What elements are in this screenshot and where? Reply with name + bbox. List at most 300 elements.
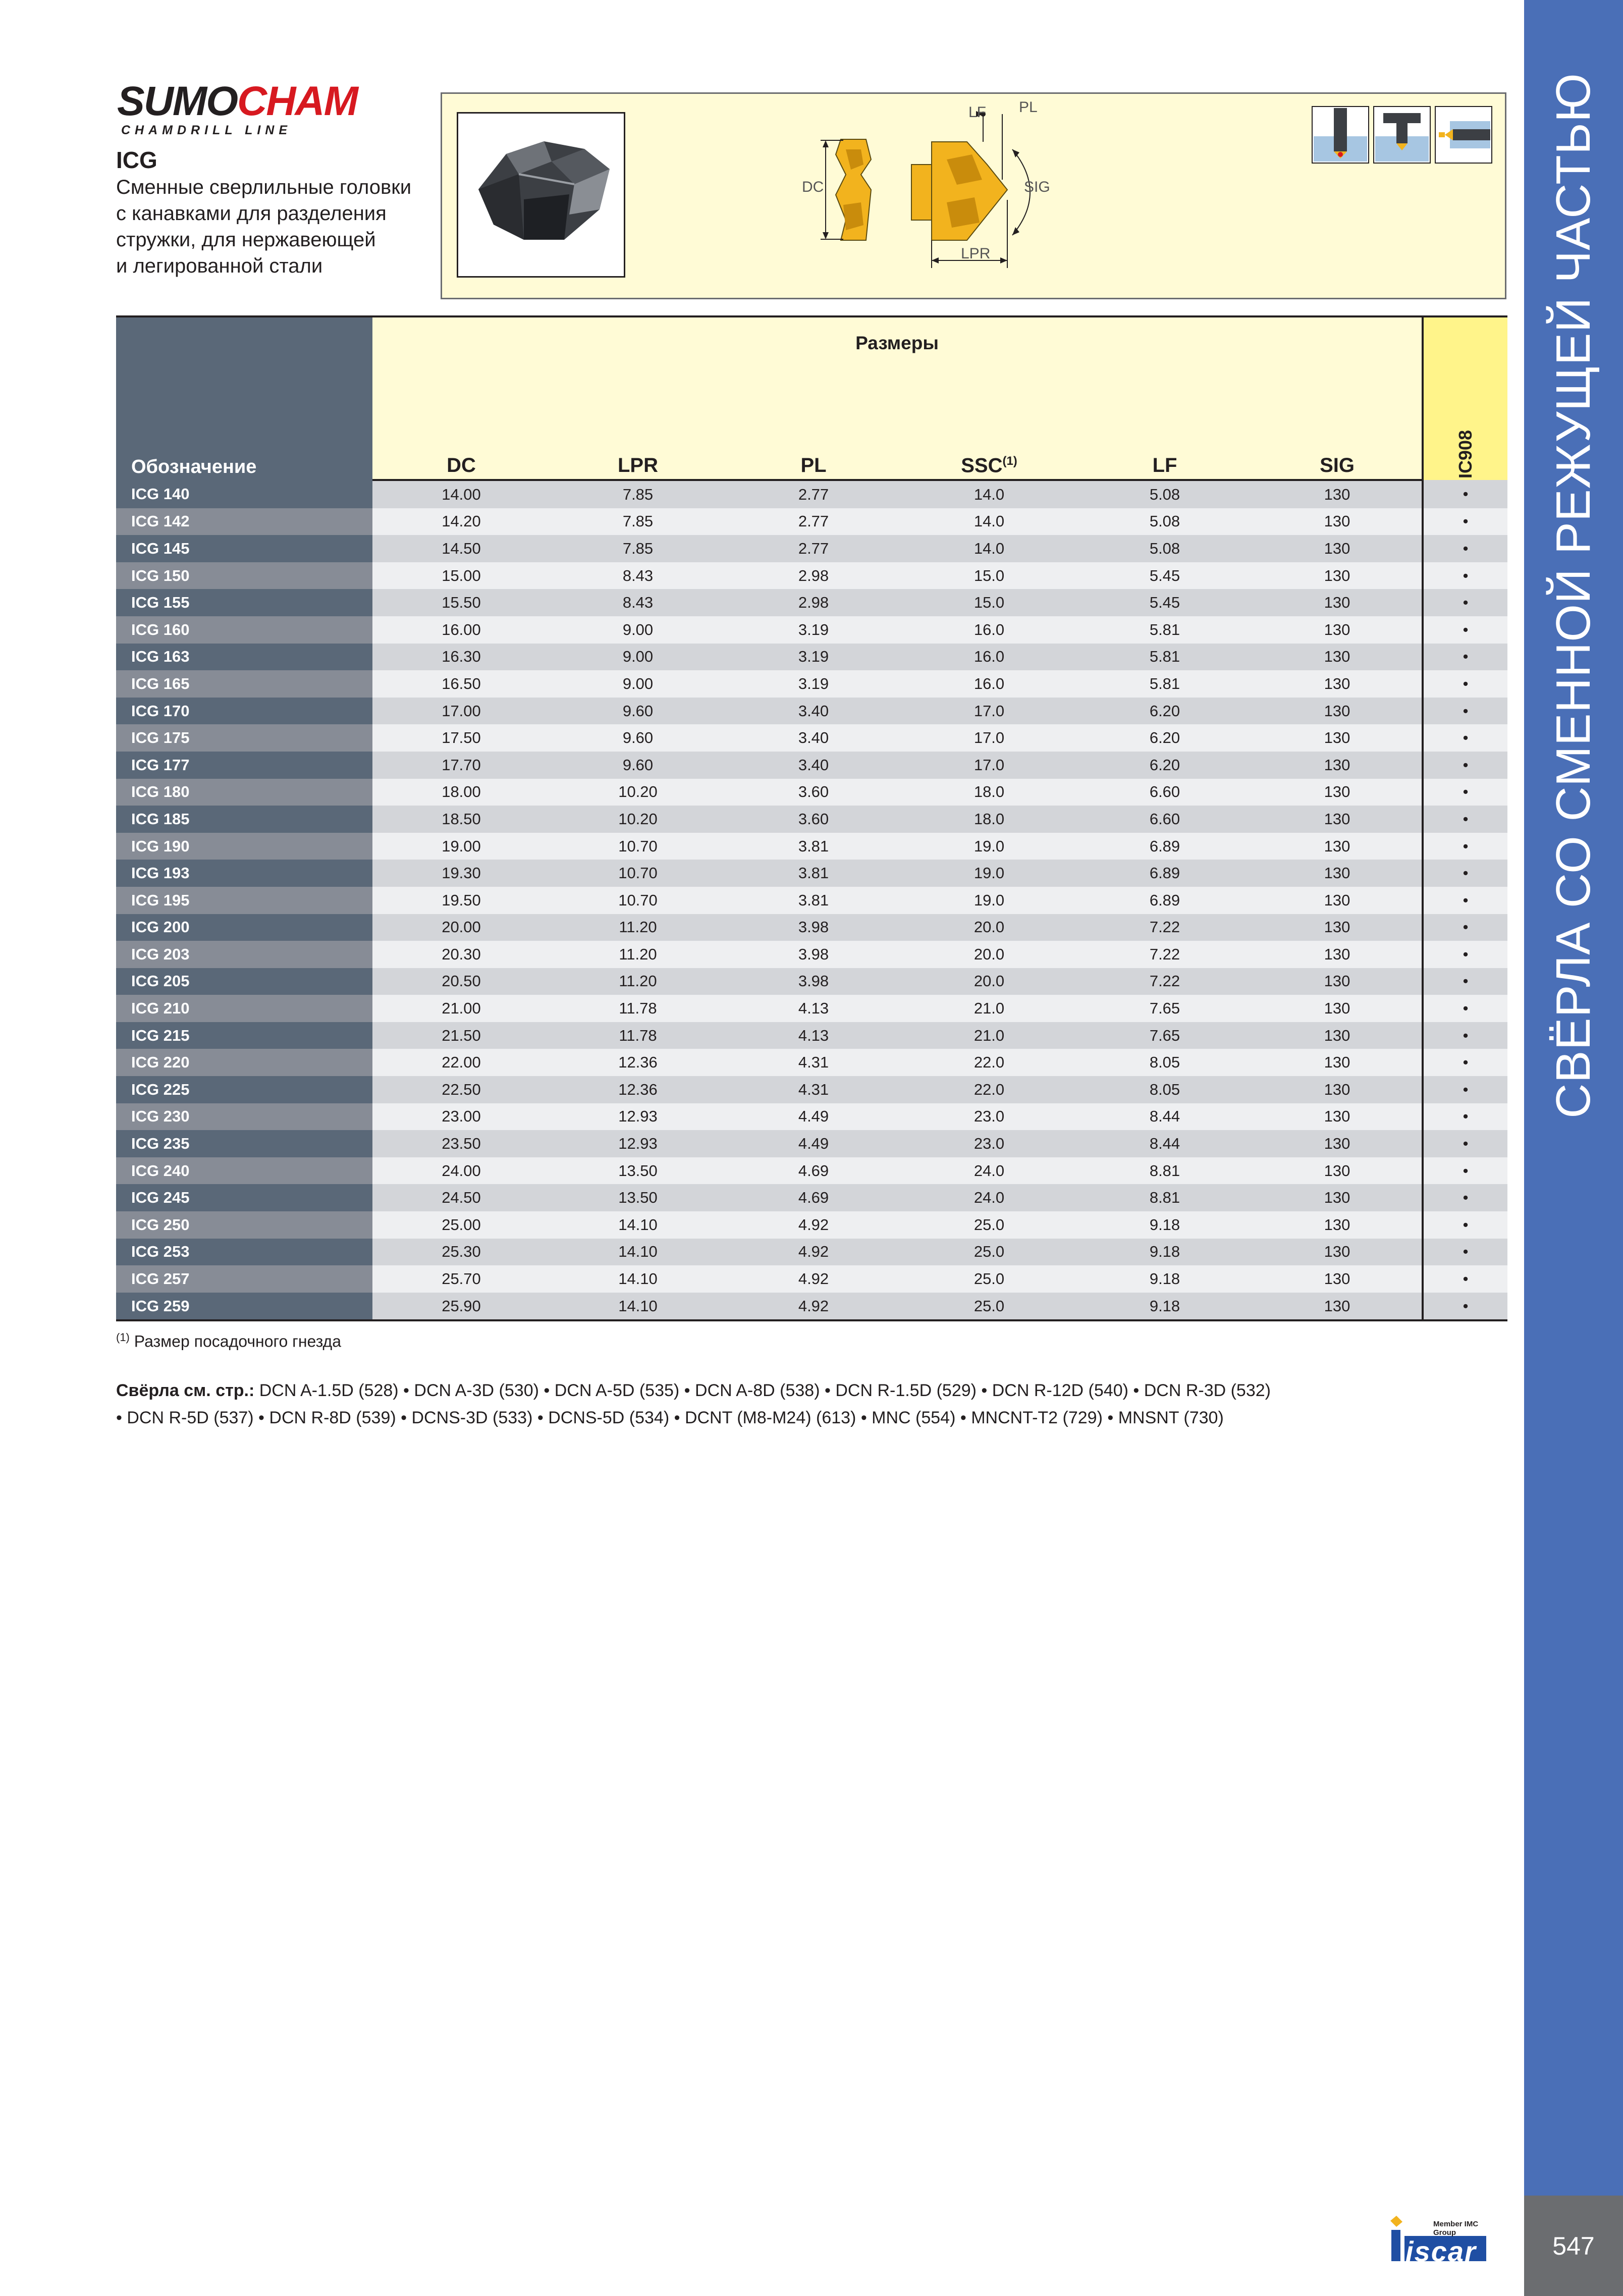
ic908-availability-cell: • [1423,589,1507,616]
ssc-cell: 21.0 [901,1022,1077,1049]
ssc-footnote-mark: (1) [1002,454,1017,468]
ssc-cell: 23.0 [901,1103,1077,1131]
table-row [116,1184,1507,1211]
ic908-availability-cell: • [1423,698,1507,725]
ssc-cell: 20.0 [901,914,1077,941]
sig-cell: 130 [1253,914,1423,941]
label-dc: DC [802,179,824,195]
table-row [116,1265,1507,1293]
sig-cell: 130 [1253,779,1423,806]
dc-cell: 25.30 [372,1239,550,1266]
table-body [116,480,1507,1320]
ic908-availability-cell: • [1423,1184,1507,1211]
sig-cell: 130 [1253,887,1423,914]
ic908-availability-cell: • [1423,1076,1507,1103]
ic908-availability-cell: • [1423,1049,1507,1076]
sig-cell: 130 [1253,1076,1423,1103]
ssc-cell: 20.0 [901,941,1077,968]
ic908-availability-cell: • [1423,616,1507,644]
lf-cell: 5.81 [1077,644,1253,671]
table-row [116,1049,1507,1076]
designation-cell: ICG 235 [116,1130,372,1157]
ssc-cell: 15.0 [901,562,1077,590]
ic908-availability-cell: • [1423,1211,1507,1239]
ic908-availability-cell: • [1423,480,1507,508]
lpr-cell: 10.70 [550,860,726,887]
designation-cell: ICG 205 [116,968,372,995]
ssc-cell: 23.0 [901,1130,1077,1157]
sig-cell: 130 [1253,995,1423,1022]
ssc-cell: 14.0 [901,480,1077,508]
ssc-cell: 20.0 [901,968,1077,995]
lf-cell: 8.81 [1077,1157,1253,1185]
table-row [116,860,1507,887]
sig-cell: 130 [1253,535,1423,562]
dc-cell: 21.50 [372,1022,550,1049]
lpr-cell: 12.93 [550,1130,726,1157]
ssc-cell: 25.0 [901,1265,1077,1293]
designation-cell: ICG 250 [116,1211,372,1239]
designation-cell: ICG 200 [116,914,372,941]
lpr-cell: 11.20 [550,941,726,968]
table-row [116,670,1507,698]
label-pl: PL [1019,99,1038,116]
dimension-drawing [795,94,1159,296]
dc-cell: 24.50 [372,1184,550,1211]
table-row [116,724,1507,752]
lpr-cell: 9.00 [550,616,726,644]
dc-cell: 23.50 [372,1130,550,1157]
sig-cell: 130 [1253,644,1423,671]
pl-cell: 2.98 [726,589,901,616]
lpr-cell: 9.60 [550,698,726,725]
sig-cell: 130 [1253,1184,1423,1211]
table-row [116,644,1507,671]
column-header-dc: DC [372,452,550,480]
designation-cell: ICG 145 [116,535,372,562]
ic908-availability-cell: • [1423,752,1507,779]
ic908-availability-cell: • [1423,1103,1507,1131]
lpr-cell: 8.43 [550,562,726,590]
lf-cell: 9.18 [1077,1265,1253,1293]
lpr-cell: 12.36 [550,1049,726,1076]
lpr-cell: 14.10 [550,1239,726,1266]
lf-cell: 6.89 [1077,833,1253,860]
logo-cham: CHAM [237,78,357,124]
lf-cell: 6.20 [1077,752,1253,779]
lf-cell: 5.81 [1077,616,1253,644]
sig-cell: 130 [1253,860,1423,887]
column-header-pl: PL [726,452,901,480]
sig-cell: 130 [1253,1130,1423,1157]
designation-cell: ICG 225 [116,1076,372,1103]
sig-cell: 130 [1253,480,1423,508]
designation-cell: ICG 259 [116,1293,372,1321]
lpr-cell: 10.70 [550,887,726,914]
pl-cell: 3.98 [726,968,901,995]
designation-cell: ICG 193 [116,860,372,887]
sig-cell: 130 [1253,589,1423,616]
column-header-sig: SIG [1253,452,1423,480]
product-photo [457,112,625,278]
dc-cell: 15.00 [372,562,550,590]
table-row [116,887,1507,914]
table-row [116,1103,1507,1131]
table-row [116,535,1507,562]
description-line: Сменные сверлильные головки [116,176,412,198]
ssc-cell: 16.0 [901,670,1077,698]
table-row [116,1293,1507,1321]
sig-cell: 130 [1253,1293,1423,1321]
designation-cell: ICG 180 [116,779,372,806]
designation-cell: ICG 160 [116,616,372,644]
pl-cell: 4.49 [726,1130,901,1157]
ssc-cell: 19.0 [901,887,1077,914]
ssc-cell: 16.0 [901,644,1077,671]
lf-cell: 5.81 [1077,670,1253,698]
designation-cell: ICG 170 [116,698,372,725]
designation-cell: ICG 140 [116,480,372,508]
lpr-cell: 14.10 [550,1293,726,1321]
dc-cell: 18.00 [372,779,550,806]
table-row [116,1022,1507,1049]
dc-cell: 19.00 [372,833,550,860]
dc-cell: 25.90 [372,1293,550,1321]
lf-cell: 6.89 [1077,887,1253,914]
specification-table [116,315,1507,1321]
dc-cell: 16.00 [372,616,550,644]
pl-cell: 3.19 [726,670,901,698]
pl-cell: 3.40 [726,724,901,752]
lf-cell: 7.22 [1077,941,1253,968]
dc-cell: 19.50 [372,887,550,914]
logo-sumo: SUMO [117,78,237,124]
pl-cell: 3.19 [726,644,901,671]
footnote-mark: (1) [116,1331,130,1344]
sig-cell: 130 [1253,1211,1423,1239]
dc-cell: 14.00 [372,480,550,508]
drilling-horizontal-icon [1435,106,1492,164]
sig-cell: 130 [1253,1239,1423,1266]
pl-cell: 4.31 [726,1049,901,1076]
illustration-panel [441,92,1506,299]
pl-cell: 3.19 [726,616,901,644]
designation-cell: ICG 240 [116,1157,372,1185]
lf-cell: 7.22 [1077,914,1253,941]
designation-cell: ICG 253 [116,1239,372,1266]
lf-cell: 8.05 [1077,1049,1253,1076]
lpr-cell: 9.60 [550,752,726,779]
pl-cell: 4.92 [726,1239,901,1266]
designation-cell: ICG 177 [116,752,372,779]
pl-cell: 3.81 [726,833,901,860]
ic908-availability-cell: • [1423,779,1507,806]
ssc-cell: 25.0 [901,1211,1077,1239]
ic908-availability-cell: • [1423,968,1507,995]
column-header-lpr: LPR [550,452,726,480]
column-header-ssc [901,452,1077,480]
ic908-availability-cell: • [1423,1265,1507,1293]
dc-cell: 18.50 [372,806,550,833]
lpr-cell: 9.00 [550,670,726,698]
sig-cell: 130 [1253,752,1423,779]
pl-cell: 4.92 [726,1265,901,1293]
lpr-cell: 10.70 [550,833,726,860]
lf-cell: 6.20 [1077,724,1253,752]
table-row [116,1076,1507,1103]
pl-cell: 4.49 [726,1103,901,1131]
table-row [116,1157,1507,1185]
ssc-cell: 24.0 [901,1157,1077,1185]
table-row [116,698,1507,725]
table-row [116,1130,1507,1157]
table-row [116,941,1507,968]
page-number: 547 [1524,2196,1623,2296]
sig-cell: 130 [1253,1265,1423,1293]
lf-cell: 5.08 [1077,480,1253,508]
lf-cell: 6.89 [1077,860,1253,887]
drilling-stationary-icon [1373,106,1431,164]
ic908-availability-cell: • [1423,562,1507,590]
pl-cell: 4.92 [726,1211,901,1239]
table-row [116,752,1507,779]
cross-reference-line2: • DCN R-5D (537) • DCN R-8D (539) • DCNS-3D (533) • DCNS-5D (534) • DCNT (M8-M24) (613) • MNC (554) • MNCNT-T2 (729) • MNSNT (730) [116,1408,1224,1427]
lpr-cell: 13.50 [550,1184,726,1211]
ic908-availability-cell: • [1423,644,1507,671]
sig-cell: 130 [1253,941,1423,968]
pl-cell: 2.98 [726,562,901,590]
lpr-cell: 14.10 [550,1265,726,1293]
grade-header-label: IC908 [1455,430,1476,479]
cross-reference-label: Свёрла см. стр.: [116,1381,255,1400]
description-line: и легированной стали [116,255,323,277]
drilling-vertical-icon [1312,106,1369,164]
dc-cell: 17.70 [372,752,550,779]
ic908-availability-cell: • [1423,1239,1507,1266]
sig-cell: 130 [1253,1157,1423,1185]
ssc-cell: 22.0 [901,1076,1077,1103]
lpr-cell: 14.10 [550,1211,726,1239]
ic908-availability-cell: • [1423,806,1507,833]
member-text: Member IMC Group [1433,2220,1479,2237]
designation-cell: ICG 185 [116,806,372,833]
sig-cell: 130 [1253,724,1423,752]
ic908-availability-cell: • [1423,724,1507,752]
pl-cell: 3.40 [726,752,901,779]
lpr-cell: 10.20 [550,779,726,806]
table-row [116,968,1507,995]
lf-cell: 9.18 [1077,1239,1253,1266]
label-lf: LF [968,104,987,121]
table-row [116,914,1507,941]
cross-reference-line1: DCN A-1.5D (528) • DCN A-3D (530) • DCN A-5D (535) • DCN A-8D (538) • DCN R-1.5D (529) • DCN R-12D (540) • DCN R-3D (532) [254,1381,1271,1400]
lf-cell: 8.81 [1077,1184,1253,1211]
table-row [116,508,1507,536]
lpr-cell: 7.85 [550,508,726,536]
sig-cell: 130 [1253,508,1423,536]
ssc-cell: 14.0 [901,508,1077,536]
dc-cell: 21.00 [372,995,550,1022]
lpr-cell: 13.50 [550,1157,726,1185]
label-sig: SIG [1024,179,1050,195]
footnote-text: Размер посадочного гнезда [129,1332,342,1351]
designation-cell: ICG 142 [116,508,372,536]
lpr-cell: 8.43 [550,589,726,616]
lf-cell: 5.45 [1077,562,1253,590]
ic908-availability-cell: • [1423,1130,1507,1157]
ssc-label: SSC [961,454,1003,476]
ic908-availability-cell: • [1423,995,1507,1022]
designation-cell: ICG 215 [116,1022,372,1049]
dc-cell: 19.30 [372,860,550,887]
ic908-availability-cell: • [1423,535,1507,562]
ic908-availability-cell: • [1423,1022,1507,1049]
ssc-cell: 24.0 [901,1184,1077,1211]
lf-cell: 6.20 [1077,698,1253,725]
pl-cell: 4.31 [726,1076,901,1103]
dc-cell: 16.50 [372,670,550,698]
designation-cell: ICG 210 [116,995,372,1022]
sig-cell: 130 [1253,1103,1423,1131]
designation-cell: ICG 257 [116,1265,372,1293]
ssc-cell: 21.0 [901,995,1077,1022]
lpr-cell: 12.36 [550,1076,726,1103]
ssc-cell: 14.0 [901,535,1077,562]
lf-cell: 7.65 [1077,995,1253,1022]
ic908-availability-cell: • [1423,670,1507,698]
pl-cell: 3.98 [726,914,901,941]
ic908-availability-cell: • [1423,914,1507,941]
ssc-cell: 18.0 [901,806,1077,833]
dc-cell: 14.20 [372,508,550,536]
sumocham-logo [117,78,357,138]
lf-cell: 5.08 [1077,535,1253,562]
ic908-availability-cell: • [1423,1157,1507,1185]
dimensions-group-header: Размеры [372,316,1423,452]
application-icons [1312,106,1492,164]
ic908-availability-cell: • [1423,887,1507,914]
ic908-availability-cell: • [1423,941,1507,968]
ic908-availability-cell: • [1423,1293,1507,1321]
table-row [116,562,1507,590]
table-row [116,779,1507,806]
pl-cell: 3.81 [726,860,901,887]
pl-cell: 4.69 [726,1184,901,1211]
pl-cell: 2.77 [726,480,901,508]
dc-cell: 25.00 [372,1211,550,1239]
dc-cell: 15.50 [372,589,550,616]
side-banner-title: СВЁРЛА СО СМЕННОЙ РЕЖУЩЕЙ ЧАСТЬЮ [1546,73,1600,1118]
pl-cell: 4.13 [726,1022,901,1049]
table-row [116,1239,1507,1266]
dc-cell: 25.70 [372,1265,550,1293]
lf-cell: 6.60 [1077,779,1253,806]
lpr-cell: 9.00 [550,644,726,671]
dc-cell: 20.00 [372,914,550,941]
sig-cell: 130 [1253,1022,1423,1049]
ssc-cell: 17.0 [901,698,1077,725]
pl-cell: 3.81 [726,887,901,914]
product-description [116,174,439,279]
ic908-availability-cell: • [1423,860,1507,887]
lf-cell: 8.44 [1077,1130,1253,1157]
lf-cell: 8.44 [1077,1103,1253,1131]
ic908-availability-cell: • [1423,833,1507,860]
designation-cell: ICG 163 [116,644,372,671]
designation-cell: ICG 150 [116,562,372,590]
sig-cell: 130 [1253,670,1423,698]
ssc-cell: 17.0 [901,724,1077,752]
designation-cell: ICG 165 [116,670,372,698]
lpr-cell: 11.20 [550,914,726,941]
lf-cell: 9.18 [1077,1293,1253,1321]
table-row [116,480,1507,508]
pl-cell: 4.92 [726,1293,901,1321]
lpr-cell: 7.85 [550,535,726,562]
lpr-cell: 11.20 [550,968,726,995]
ssc-cell: 18.0 [901,779,1077,806]
ssc-cell: 22.0 [901,1049,1077,1076]
description-line: стружки, для нержавеющей [116,229,376,251]
dc-cell: 14.50 [372,535,550,562]
footnote [116,1331,341,1351]
iscar-logo [1385,2216,1496,2271]
designation-cell: ICG 155 [116,589,372,616]
table-row [116,589,1507,616]
ssc-cell: 15.0 [901,589,1077,616]
lpr-cell: 11.78 [550,1022,726,1049]
designation-cell: ICG 190 [116,833,372,860]
table-row [116,1211,1507,1239]
lpr-cell: 7.85 [550,480,726,508]
grade-header [1423,316,1507,480]
table-row [116,806,1507,833]
lf-cell: 9.18 [1077,1211,1253,1239]
dc-cell: 17.50 [372,724,550,752]
ssc-cell: 17.0 [901,752,1077,779]
dc-cell: 16.30 [372,644,550,671]
pl-cell: 3.60 [726,779,901,806]
sig-cell: 130 [1253,1049,1423,1076]
sig-cell: 130 [1253,698,1423,725]
sig-cell: 130 [1253,968,1423,995]
lf-cell: 6.60 [1077,806,1253,833]
pl-cell: 3.98 [726,941,901,968]
designation-cell: ICG 195 [116,887,372,914]
dc-cell: 22.00 [372,1049,550,1076]
dc-cell: 17.00 [372,698,550,725]
designation-cell: ICG 245 [116,1184,372,1211]
lpr-cell: 11.78 [550,995,726,1022]
dc-cell: 20.30 [372,941,550,968]
dc-cell: 20.50 [372,968,550,995]
sig-cell: 130 [1253,806,1423,833]
label-lpr: LPR [961,245,991,262]
ssc-cell: 16.0 [901,616,1077,644]
lf-cell: 8.05 [1077,1076,1253,1103]
column-header-lf: LF [1077,452,1253,480]
lpr-cell: 12.93 [550,1103,726,1131]
table-row [116,616,1507,644]
ssc-cell: 25.0 [901,1239,1077,1266]
lf-cell: 5.45 [1077,589,1253,616]
product-code: ICG [116,147,157,173]
pl-cell: 4.69 [726,1157,901,1185]
description-line: с канавками для разделения [116,202,387,225]
sig-cell: 130 [1253,616,1423,644]
lpr-cell: 10.20 [550,806,726,833]
sig-cell: 130 [1253,833,1423,860]
